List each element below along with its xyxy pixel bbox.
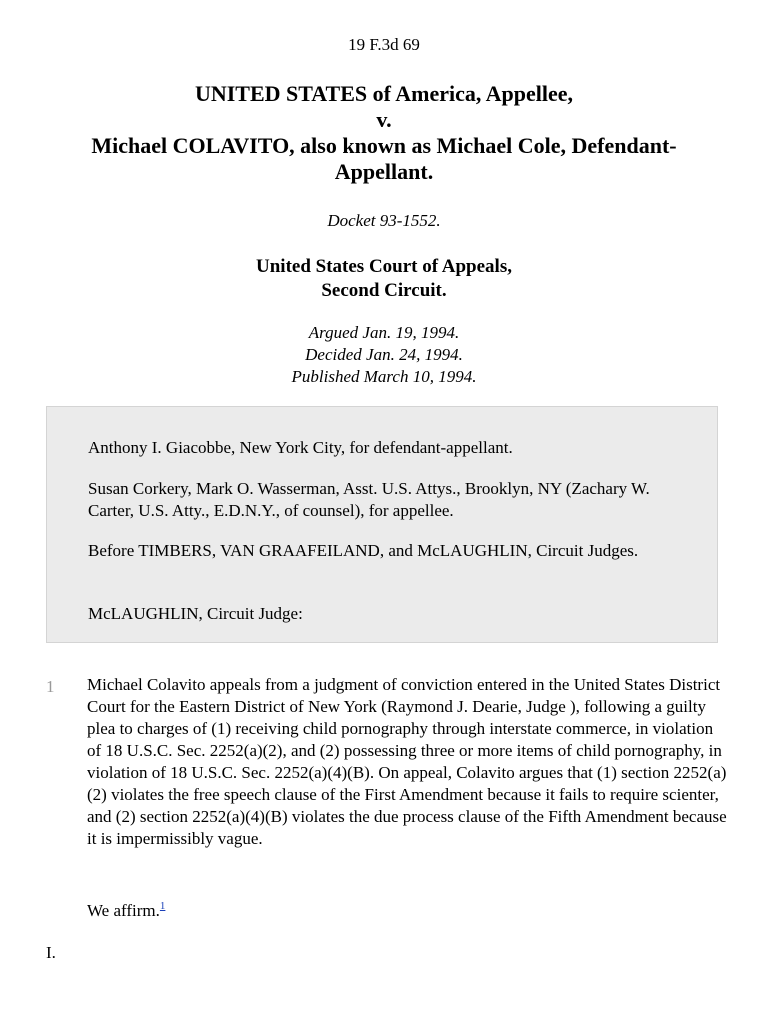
affirm-line — [87, 900, 165, 922]
case-dates — [0, 322, 768, 388]
case-caption — [20, 81, 748, 185]
docket-number: Docket 93-1552. — [327, 211, 441, 230]
appellant-counsel: Anthony I. Giacobbe, New York City, for defendant-appellant. — [88, 438, 513, 457]
section-heading: I. — [46, 943, 56, 962]
case-citation: 19 F.3d 69 — [348, 35, 420, 54]
court-name-line2: Second Circuit. — [321, 280, 447, 301]
court-name-line1: United States Court of Appeals, — [256, 256, 512, 277]
affirm-text: We affirm. — [87, 901, 160, 920]
judges-panel: Before TIMBERS, VAN GRAAFEILAND, and McLAUGHLIN, Circuit Judges. — [88, 541, 639, 560]
published-date: Published March 10, 1994. — [291, 367, 477, 386]
footnote-superscript — [160, 900, 166, 912]
decided-date: Decided Jan. 24, 1994. — [305, 345, 463, 364]
caption-appellant-line2: Appellant. — [334, 159, 434, 184]
caption-appellee: UNITED STATES of America, Appellee, — [194, 81, 574, 106]
paragraph-number: 1 — [46, 677, 55, 696]
appellee-counsel: Susan Corkery, Mark O. Wasserman, Asst. U.S. Attys., Brooklyn, NY (Zachary W. Carter, U.S. Atty., E.D.N.Y., of counsel), for appellee. — [88, 479, 650, 520]
court-name — [0, 255, 768, 303]
caption-versus: v. — [376, 107, 392, 132]
counsel-panel — [46, 406, 718, 643]
argued-date: Argued Jan. 19, 1994. — [308, 323, 460, 342]
footnote-link[interactable]: 1 — [159, 900, 166, 912]
caption-appellant-line1: Michael COLAVITO, also known as Michael Cole, Defendant- — [91, 133, 677, 158]
opinion-paragraph: Michael Colavito appeals from a judgment of conviction entered in the United States District Court for the Eastern District of New York (Raymond J. Dearie, Judge ), following a guilty plea to charges of (1) receiving child pornography through interstate commerce, in violation of 18 U.S.C. Sec. 2252(a)(2), and (2) possessing three or more items of child pornography, in violation of 18 U.S.C. Sec. 2252(a)(4)(B). On appeal, Colavito argues that (1) section 2252(a)(2) violates the free speech clause of the First Amendment because it fails to require scienter, and (2) section 2252(a)(4)(B) violates the due process clause of the Fifth Amendment because it is impermissibly vague. — [87, 675, 727, 848]
opinion-author: McLAUGHLIN, Circuit Judge: — [88, 604, 303, 623]
